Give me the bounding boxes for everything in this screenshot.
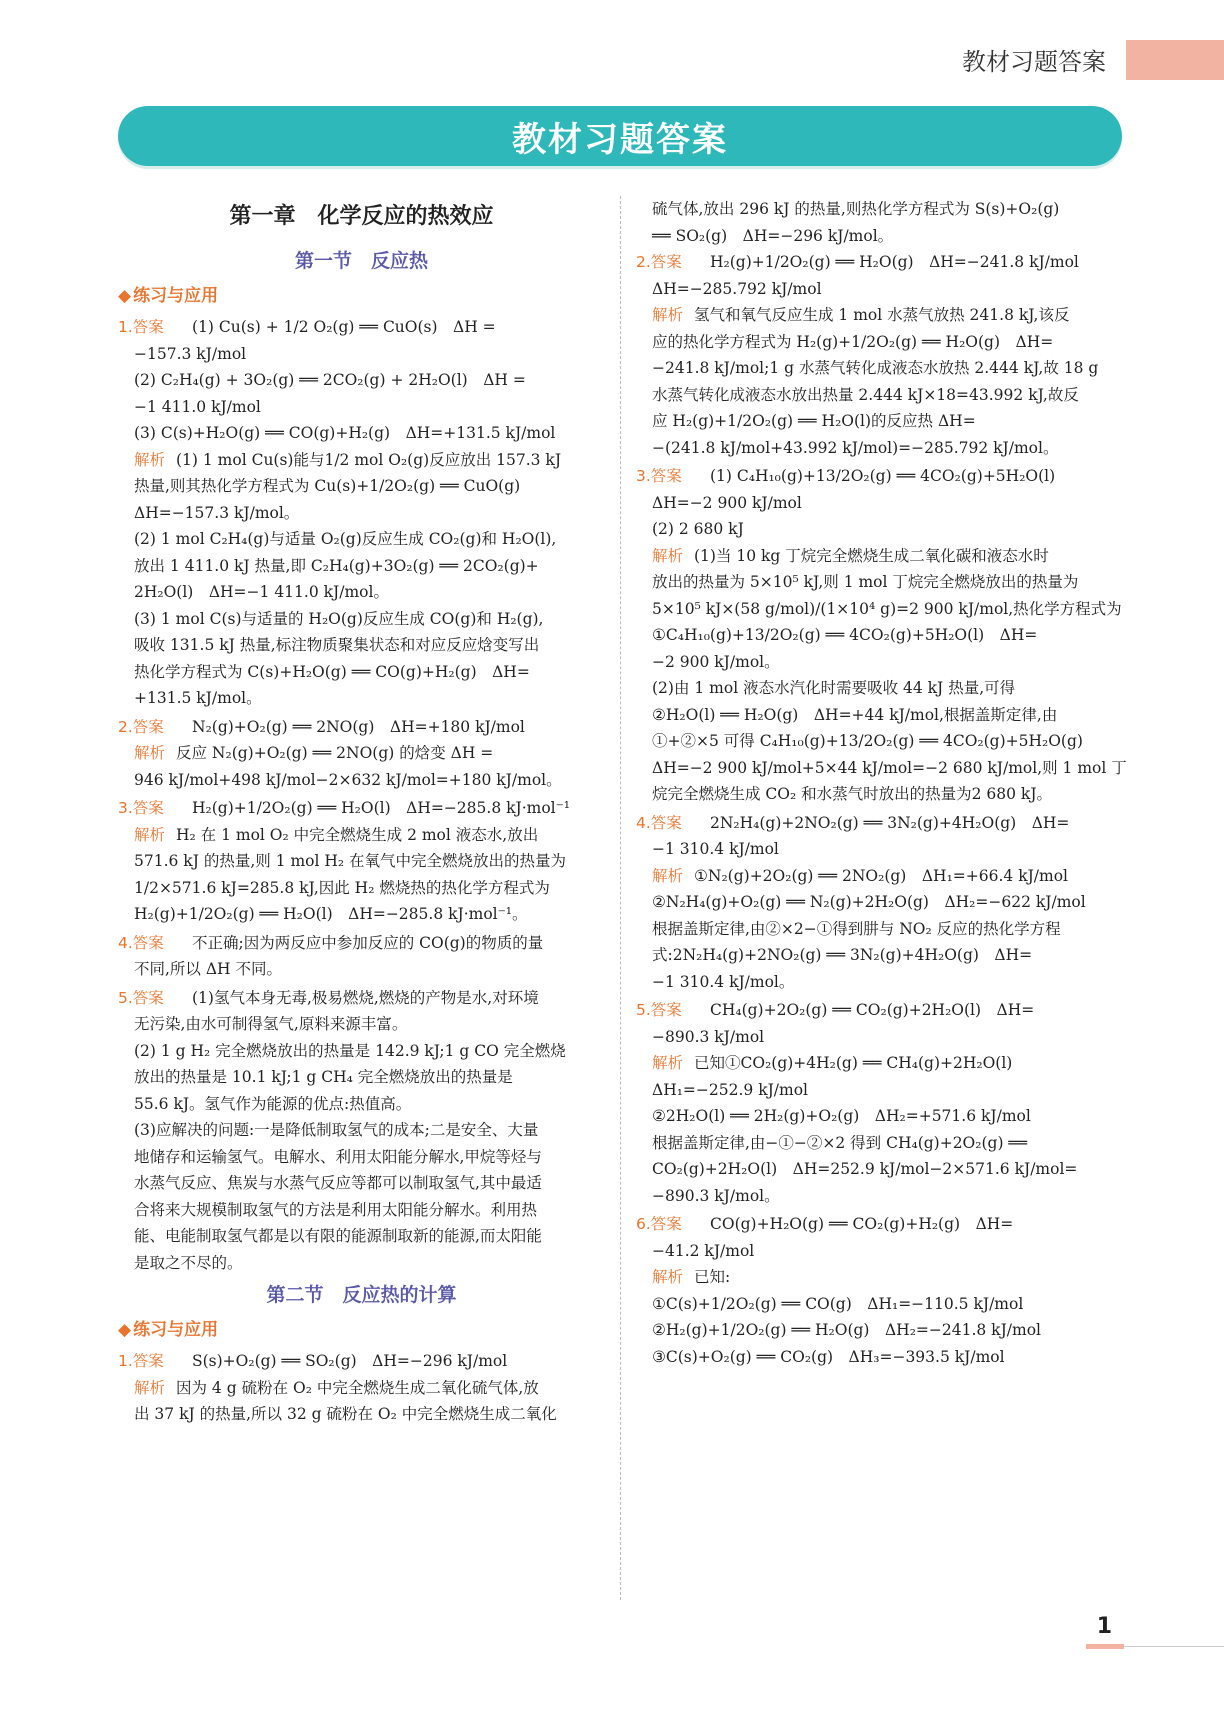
analysis-line: 水蒸气转化成液态水放出热量 2.444 kJ×18=43.992 kJ,故反 bbox=[652, 385, 1079, 404]
answer-line bbox=[636, 836, 1123, 863]
continued-text bbox=[636, 196, 1123, 249]
answer-number: 1.答案 bbox=[118, 318, 164, 336]
answer-indent bbox=[636, 1024, 652, 1051]
answer-line bbox=[118, 420, 605, 447]
analysis-line: 946 kJ/mol+498 kJ/mol−2×632 kJ/mol=+180 kJ/mol。 bbox=[134, 770, 562, 789]
answer-item bbox=[118, 714, 605, 794]
answer-line bbox=[118, 956, 605, 983]
answer-number: 3.答案 bbox=[636, 467, 682, 485]
answer-text: (1) Cu(s) + 1/2 O₂(g) ══ CuO(s) ΔH = bbox=[192, 318, 496, 336]
answer-item bbox=[636, 997, 1123, 1209]
analysis-line: −(241.8 kJ/mol+43.992 kJ/mol)=−285.792 kJ/mol。 bbox=[652, 438, 1059, 457]
answer-text: 55.6 kJ。氢气作为能源的优点:热值高。 bbox=[134, 1094, 412, 1113]
answer-text: −1 310.4 kJ/mol bbox=[652, 840, 779, 858]
diamond-icon: ◆ bbox=[118, 286, 132, 306]
answer-line bbox=[118, 1197, 605, 1224]
analysis-line bbox=[118, 822, 605, 849]
answer-text: (2) 2 680 kJ bbox=[652, 520, 744, 538]
practice-label: 练习与应用 bbox=[133, 286, 219, 306]
answer-text: 合将来大规模制取氢气的方法是利用太阳能分解水。利用热 bbox=[134, 1200, 538, 1219]
answer-line bbox=[118, 1250, 605, 1277]
analysis-text: 氢气和氧气反应生成 1 mol 水蒸气放热 241.8 kJ,该反 bbox=[694, 306, 1070, 324]
answer-item bbox=[118, 1348, 605, 1428]
analysis-label: 解析 bbox=[652, 1268, 684, 1286]
analysis-line: 5×10⁵ kJ×(58 g/mol)/(1×10⁴ g)=2 900 kJ/mol,热化学方程式为 bbox=[652, 599, 1122, 618]
analysis-line: (3) 1 mol C(s)与适量的 H₂O(g)反应生成 CO(g)和 H₂(g), bbox=[134, 609, 544, 628]
section-title-2: 第二节 反应热的计算 bbox=[266, 1284, 457, 1306]
analysis-label: 解析 bbox=[134, 450, 166, 469]
practice-label: 练习与应用 bbox=[133, 1320, 219, 1340]
analysis-line bbox=[636, 1050, 1123, 1077]
answer-text: 不同,所以 ΔH 不同。 bbox=[134, 960, 282, 978]
analysis-line: 式:2N₂H₄(g)+2NO₂(g) ══ 3N₂(g)+4H₂O(g) ΔH= bbox=[652, 946, 1033, 964]
answer-line bbox=[118, 795, 605, 822]
answer-text: 2N₂H₄(g)+2NO₂(g) ══ 3N₂(g)+4H₂O(g) ΔH= bbox=[710, 813, 1070, 832]
answer-line bbox=[636, 490, 1123, 517]
answer-text: (1)氢气本身无毒,极易燃烧,燃烧的产物是水,对环境 bbox=[192, 988, 539, 1007]
answer-item bbox=[118, 985, 605, 1277]
banner-title: 教材习题答案 bbox=[512, 119, 728, 160]
answer-item bbox=[636, 249, 1123, 461]
analysis-line: (2)由 1 mol 液态水汽化时需要吸收 44 kJ 热量,可得 bbox=[652, 679, 1016, 697]
right-items bbox=[636, 249, 1127, 1370]
answer-line bbox=[118, 930, 605, 957]
answer-text: −157.3 kJ/mol bbox=[134, 344, 247, 363]
answer-line bbox=[118, 394, 605, 421]
analysis-line: ΔH=−2 900 kJ/mol+5×44 kJ/mol=−2 680 kJ/mol,则 1 mol 丁 bbox=[652, 758, 1127, 777]
analysis-line: +131.5 kJ/mol。 bbox=[134, 689, 262, 707]
answer-text: H₂(g)+1/2O₂(g) ══ H₂O(g) ΔH=−241.8 kJ/mol bbox=[710, 253, 1079, 271]
analysis-line: ΔH₁=−252.9 kJ/mol bbox=[652, 1080, 809, 1099]
answer-line bbox=[118, 367, 605, 394]
answer-line bbox=[118, 1348, 605, 1375]
answer-indent bbox=[118, 1038, 134, 1065]
column-divider bbox=[620, 196, 621, 1600]
analysis-label: 解析 bbox=[652, 306, 684, 324]
analysis-line: (2) 1 mol C₂H₄(g)与适量 O₂(g)反应生成 CO₂(g)和 H₂O(l), bbox=[134, 530, 557, 548]
answer-text: S(s)+O₂(g) ══ SO₂(g) ΔH=−296 kJ/mol bbox=[192, 1352, 508, 1370]
analysis-line: 应 H₂(g)+1/2O₂(g) ══ H₂O(l)的反应热 ΔH= bbox=[652, 412, 976, 430]
diamond-icon: ◆ bbox=[118, 1320, 132, 1340]
answer-number: 3.答案 bbox=[118, 799, 164, 817]
section1-items bbox=[118, 314, 605, 1276]
answer-indent bbox=[118, 956, 134, 983]
analysis-line: ΔH=−157.3 kJ/mol。 bbox=[134, 503, 300, 522]
answer-text: (2) 1 g H₂ 完全燃烧放出的热量是 142.9 kJ;1 g CO 完全燃烧 bbox=[134, 1041, 566, 1060]
answer-indent bbox=[118, 1011, 134, 1038]
answer-indent bbox=[636, 490, 652, 517]
answer-text: 放出的热量是 10.1 kJ;1 g CH₄ 完全燃烧放出的热量是 bbox=[134, 1068, 513, 1086]
analysis-label: 解析 bbox=[134, 825, 166, 844]
answer-indent bbox=[118, 1091, 134, 1118]
analysis-text: H₂ 在 1 mol O₂ 中完全燃烧生成 2 mol 液态水,放出 bbox=[176, 825, 539, 844]
answer-line bbox=[636, 276, 1123, 303]
answer-number: 1.答案 bbox=[118, 1352, 164, 1370]
answer-item bbox=[636, 1211, 1123, 1370]
answer-indent bbox=[118, 1064, 134, 1091]
answer-indent bbox=[118, 367, 134, 394]
answer-indent bbox=[118, 1250, 134, 1277]
analysis-text: 反应 N₂(g)+O₂(g) ══ 2NO(g) 的焓变 ΔH = bbox=[176, 744, 494, 762]
analysis-label: 解析 bbox=[134, 744, 166, 762]
analysis-label: 解析 bbox=[134, 1378, 166, 1397]
answer-number: 4.答案 bbox=[636, 813, 682, 832]
answer-line bbox=[118, 314, 605, 341]
answer-item bbox=[636, 463, 1127, 808]
analysis-line: ③C(s)+O₂(g) ══ CO₂(g) ΔH₃=−393.5 kJ/mol bbox=[652, 1347, 1005, 1366]
analysis-line: ②H₂O(l) ══ H₂O(g) ΔH=+44 kJ/mol,根据盖斯定律,由 bbox=[652, 705, 1058, 724]
answer-line bbox=[636, 516, 1123, 543]
answer-number: 5.答案 bbox=[636, 1001, 682, 1019]
answer-text: −890.3 kJ/mol bbox=[652, 1027, 765, 1046]
running-head-title: 教材习题答案 bbox=[962, 48, 1106, 76]
analysis-line: CO₂(g)+2H₂O(l) ΔH=252.9 kJ/mol−2×571.6 kJ/mol= bbox=[652, 1160, 1078, 1178]
analysis-text: 因为 4 g 硫粉在 O₂ 中完全燃烧生成二氧化硫气体,放 bbox=[176, 1378, 539, 1397]
analysis-line: ①C₄H₁₀(g)+13/2O₂(g) ══ 4CO₂(g)+5H₂O(l) ΔH= bbox=[652, 626, 1038, 644]
analysis-line: ①+②×5 可得 C₄H₁₀(g)+13/2O₂(g) ══ 4CO₂(g)+5H₂O(g) bbox=[652, 732, 1083, 750]
answer-item bbox=[118, 930, 605, 983]
analysis-line: −2 900 kJ/mol。 bbox=[652, 652, 780, 671]
answer-number: 5.答案 bbox=[118, 988, 164, 1007]
section2-items bbox=[118, 1348, 605, 1428]
answer-text: −1 411.0 kJ/mol bbox=[134, 397, 261, 416]
answer-indent bbox=[636, 1238, 652, 1265]
answer-line bbox=[118, 1064, 605, 1091]
answer-line bbox=[118, 1170, 605, 1197]
analysis-line: ②2H₂O(l) ══ 2H₂(g)+O₂(g) ΔH₂=+571.6 kJ/mol bbox=[652, 1107, 1031, 1125]
analysis-line: 放出 1 411.0 kJ 热量,即 C₂H₄(g)+3O₂(g) ══ 2CO₂(g)+ bbox=[134, 556, 539, 575]
answer-text: (1) C₄H₁₀(g)+13/2O₂(g) ══ 4CO₂(g)+5H₂O(l) bbox=[710, 467, 1056, 485]
answer-text: ΔH=−285.792 kJ/mol bbox=[652, 279, 822, 298]
answer-number: 4.答案 bbox=[118, 933, 164, 952]
right-column bbox=[636, 196, 1127, 1372]
answer-indent bbox=[118, 1170, 134, 1197]
answer-indent bbox=[118, 1223, 134, 1250]
analysis-line: ②N₂H₄(g)+O₂(g) ══ N₂(g)+2H₂O(g) ΔH₂=−622 kJ/mol bbox=[652, 893, 1086, 911]
analysis-line: 应的热化学方程式为 H₂(g)+1/2O₂(g) ══ H₂O(g) ΔH= bbox=[652, 332, 1054, 351]
answer-text: 无污染,由水可制得氢气,原料来源丰富。 bbox=[134, 1015, 408, 1033]
answer-indent bbox=[636, 276, 652, 303]
continued-line: ══ SO₂(g) ΔH=−296 kJ/mol。 bbox=[652, 226, 894, 245]
answer-line bbox=[636, 1238, 1123, 1265]
analysis-line bbox=[636, 863, 1123, 890]
answer-line bbox=[118, 985, 605, 1012]
section-title-1: 第一节 反应热 bbox=[294, 250, 428, 272]
page-number: 1 bbox=[1096, 1614, 1112, 1639]
analysis-line bbox=[636, 543, 1123, 570]
answer-text: (2) C₂H₄(g) + 3O₂(g) ══ 2CO₂(g) + 2H₂O(l) ΔH = bbox=[134, 371, 526, 389]
answer-item bbox=[118, 795, 605, 928]
analysis-text: (1) 1 mol Cu(s)能与1/2 mol O₂(g)反应放出 157.3 kJ bbox=[176, 450, 562, 469]
answer-text: 是取之不尽的。 bbox=[134, 1253, 243, 1272]
answer-line bbox=[636, 463, 1123, 490]
answer-text: (3) C(s)+H₂O(g) ══ CO(g)+H₂(g) ΔH=+131.5 kJ/mol bbox=[134, 424, 556, 442]
page-number-bar bbox=[1086, 1644, 1124, 1649]
analysis-line: ①C(s)+1/2O₂(g) ══ CO(g) ΔH₁=−110.5 kJ/mol bbox=[652, 1294, 1024, 1313]
analysis-line: ②H₂(g)+1/2O₂(g) ══ H₂O(g) ΔH₂=−241.8 kJ/mol bbox=[652, 1321, 1041, 1339]
analysis-line: 热化学方程式为 C(s)+H₂O(g) ══ CO(g)+H₂(g) ΔH= bbox=[134, 662, 530, 681]
answer-indent bbox=[118, 1144, 134, 1171]
analysis-line: 放出的热量为 5×10⁵ kJ,则 1 mol 丁烷完全燃烧放出的热量为 bbox=[652, 573, 1079, 591]
analysis-label: 解析 bbox=[652, 1054, 684, 1072]
analysis-text: 已知: bbox=[694, 1268, 731, 1286]
answer-line bbox=[118, 1011, 605, 1038]
answer-line bbox=[636, 810, 1123, 837]
practice-heading-1 bbox=[118, 282, 605, 310]
answer-text: 不正确;因为两反应中参加反应的 CO(g)的物质的量 bbox=[192, 933, 544, 952]
analysis-text: ①N₂(g)+2O₂(g) ══ 2NO₂(g) ΔH₁=+66.4 kJ/mol bbox=[694, 866, 1069, 885]
analysis-text: 已知①CO₂(g)+4H₂(g) ══ CH₄(g)+2H₂O(l) bbox=[694, 1054, 1013, 1072]
chapter-title: 第一章 化学反应的热效应 bbox=[229, 204, 494, 229]
answer-line bbox=[118, 1038, 605, 1065]
analysis-line bbox=[636, 302, 1123, 329]
answer-line bbox=[636, 1024, 1123, 1051]
analysis-line: 2H₂O(l) ΔH=−1 411.0 kJ/mol。 bbox=[134, 583, 389, 601]
analysis-line: 根据盖斯定律,由−①−②×2 得到 CH₄(g)+2O₂(g) ══ bbox=[652, 1133, 1028, 1152]
answer-text: N₂(g)+O₂(g) ══ 2NO(g) ΔH=+180 kJ/mol bbox=[192, 717, 525, 736]
analysis-line bbox=[118, 740, 605, 767]
analysis-line: −1 310.4 kJ/mol。 bbox=[652, 972, 795, 991]
analysis-text: (1)当 10 kg 丁烷完全燃烧生成二氧化碳和液态水时 bbox=[694, 546, 1049, 565]
answer-line bbox=[636, 1211, 1123, 1238]
answer-line bbox=[118, 1144, 605, 1171]
left-column bbox=[118, 196, 605, 1430]
analysis-line: 烷完全燃烧生成 CO₂ 和水蒸气时放出的热量为2 680 kJ。 bbox=[652, 785, 1053, 803]
practice-heading-2 bbox=[118, 1316, 605, 1344]
answer-line bbox=[636, 249, 1123, 276]
answer-text: ΔH=−2 900 kJ/mol bbox=[652, 493, 802, 512]
answer-indent bbox=[636, 836, 652, 863]
answer-text: 能、电能制取氢气都是以有限的能源制取新的能源,而太阳能 bbox=[134, 1227, 542, 1245]
header-color-tab bbox=[1126, 40, 1224, 80]
analysis-line: 热量,则其热化学方程式为 Cu(s)+1/2O₂(g) ══ CuO(g) bbox=[134, 477, 521, 495]
answer-text: 水蒸气反应、焦炭与水蒸气反应等都可以制取氢气,其中最适 bbox=[134, 1174, 542, 1192]
analysis-line: −241.8 kJ/mol;1 g 水蒸气转化成液态水放热 2.444 kJ,故 18 g bbox=[652, 359, 1099, 377]
answer-number: 2.答案 bbox=[118, 717, 164, 736]
title-banner bbox=[118, 106, 1122, 166]
answer-line bbox=[118, 1223, 605, 1250]
answer-indent bbox=[636, 516, 652, 543]
continued-line: 硫气体,放出 296 kJ 的热量,则热化学方程式为 S(s)+O₂(g) bbox=[652, 200, 1060, 218]
answer-indent bbox=[118, 341, 134, 368]
answer-text: (3)应解决的问题:一是降低制取氢气的成本;二是安全、大量 bbox=[134, 1121, 539, 1139]
answer-line bbox=[636, 997, 1123, 1024]
answer-line bbox=[118, 341, 605, 368]
answer-indent bbox=[118, 1197, 134, 1224]
answer-text: −41.2 kJ/mol bbox=[652, 1241, 755, 1260]
analysis-line: 吸收 131.5 kJ 热量,标注物质聚集状态和对应反应焓变写出 bbox=[134, 636, 540, 654]
analysis-line bbox=[118, 1375, 605, 1402]
answer-text: H₂(g)+1/2O₂(g) ══ H₂O(l) ΔH=−285.8 kJ·mol⁻¹ bbox=[192, 799, 571, 817]
answer-number: 6.答案 bbox=[636, 1215, 682, 1233]
analysis-line: 1/2×571.6 kJ=285.8 kJ,因此 H₂ 燃烧热的热化学方程式为 bbox=[134, 878, 550, 897]
analysis-line bbox=[636, 1264, 1123, 1291]
analysis-line: −890.3 kJ/mol。 bbox=[652, 1186, 780, 1205]
analysis-line: 出 37 kJ 的热量,所以 32 g 硫粉在 O₂ 中完全燃烧生成二氧化 bbox=[134, 1405, 557, 1423]
analysis-line: 571.6 kJ 的热量,则 1 mol H₂ 在氧气中完全燃烧放出的热量为 bbox=[134, 852, 567, 870]
answer-text: CH₄(g)+2O₂(g) ══ CO₂(g)+2H₂O(l) ΔH= bbox=[710, 1001, 1035, 1019]
analysis-label: 解析 bbox=[652, 546, 684, 565]
answer-indent bbox=[118, 394, 134, 421]
answer-line bbox=[118, 1091, 605, 1118]
analysis-line: 根据盖斯定律,由②×2−①得到肼与 NO₂ 反应的热化学方程 bbox=[652, 919, 1061, 938]
answer-line bbox=[118, 714, 605, 741]
footer-rule bbox=[1124, 1646, 1224, 1647]
answer-indent bbox=[118, 420, 134, 447]
answer-text: CO(g)+H₂O(g) ══ CO₂(g)+H₂(g) ΔH= bbox=[710, 1215, 1014, 1233]
answer-number: 2.答案 bbox=[636, 253, 682, 271]
answer-item bbox=[636, 810, 1123, 996]
answer-indent bbox=[118, 1117, 134, 1144]
analysis-line bbox=[118, 447, 605, 474]
answer-line bbox=[118, 1117, 605, 1144]
analysis-label: 解析 bbox=[652, 866, 684, 885]
analysis-line: H₂(g)+1/2O₂(g) ══ H₂O(l) ΔH=−285.8 kJ·mol⁻¹。 bbox=[134, 905, 528, 923]
answer-text: 地储存和运输氢气。电解水、利用太阳能分解水,甲烷等烃与 bbox=[134, 1147, 542, 1166]
answer-item bbox=[118, 314, 605, 712]
